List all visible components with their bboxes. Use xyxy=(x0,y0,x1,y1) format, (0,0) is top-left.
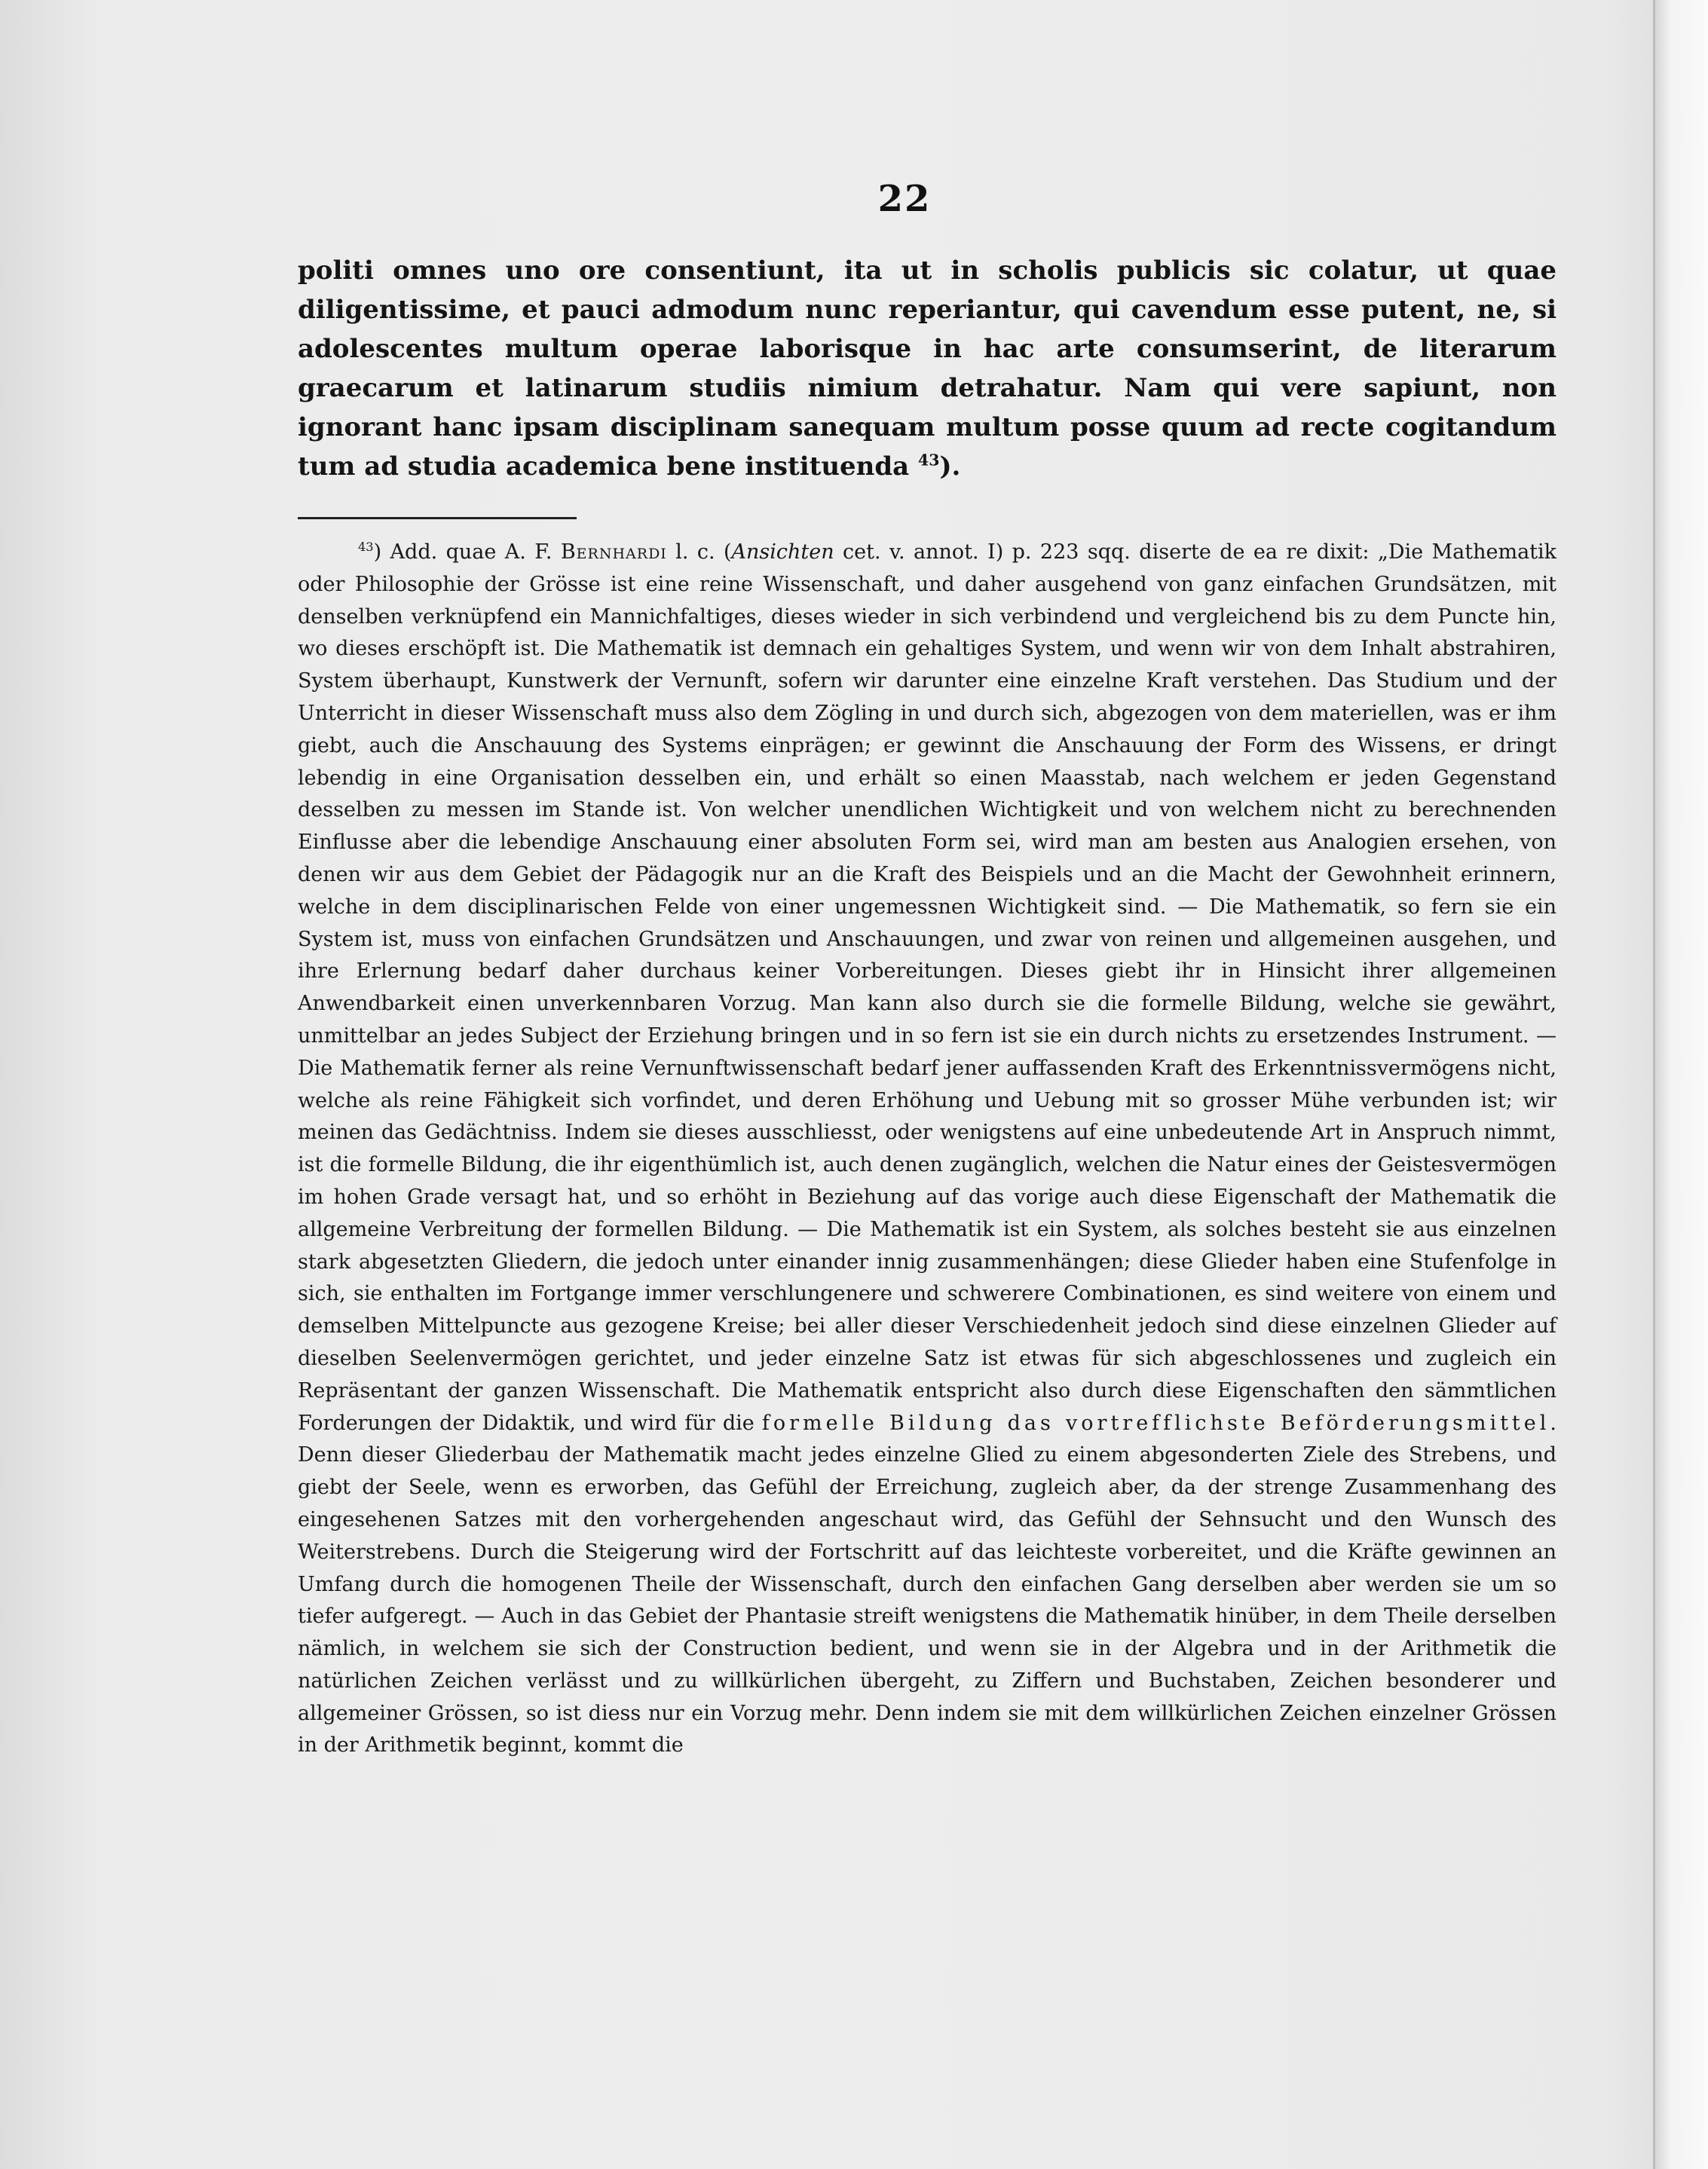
footnote-text-2: l. c. ( xyxy=(666,540,732,564)
footnote-divider xyxy=(298,517,577,519)
footnote-text-4: . Denn dieser Gliederbau der Mathematik macht jedes einzelne Glied zu einem abgesonderten Ziele des Strebens, und giebt der Seele, wenn es erworben, das Gefühl der Erreichung, zugleich aber, da der strenge Zusammenhang des eingesehenen Satzes mit den vorhergehenden angeschaut wird, das Gefühl der Sehnsucht und den Wunsch des Weiterstrebens. Durch die Steigerung wird der Fortschritt auf das leichteste vorbereitet, und die Kräfte gewinnen an Umfang durch die homogenen Theile der Wissenschaft, durch den einfachen Gang derselben aber werden sie um so tiefer aufgeregt. — Auch in das Gebiet der Phantasie streift wenigstens die Mathematik hinüber, in dem Theile derselben nämlich, in welchem sie sich der Construction bedient, und wenn sie in der Algebra und in der Arithmetik die natürlichen Zeichen verlässt und zu willkürlichen übergeht, zu Ziffern und Buchstaben, Zeichen besonderer und allgemeiner Grössen, so ist diess nur ein Vorzug mehr. Denn indem sie mit dem willkürlichen Zeichen einzelner Grössen in der Arithmetik beginnt, kommt die xyxy=(298,1411,1556,1758)
page-number: 22 xyxy=(877,178,932,220)
footnote-text-1: ) Add. quae A. F. xyxy=(373,540,561,564)
footnote xyxy=(298,537,1556,1923)
footnote-marker: 43 xyxy=(358,540,374,554)
main-paragraph xyxy=(298,251,1556,492)
footnote-work-title: Ansichten xyxy=(731,540,834,564)
footnote-emphasis: formelle Bildung das vortrefflichste Beförderungsmittel xyxy=(761,1411,1550,1435)
page-edge xyxy=(1653,0,1708,2169)
footnote-author: Bernhardi xyxy=(560,540,667,564)
footnote-text-3: cet. v. annot. I) p. 223 sqq. diserte de ea re dixit: „Die Mathematik oder Philosophie der Grösse ist eine reine Wissenschaft, und daher ausgehend von ganz einfachen Grundsätzen, mit denselben verknüpfend ein Mannichfaltiges, dieses wieder in sich verbindend und vergleichend bis zu dem Puncte hin, wo dieses erschöpft ist. Die Mathematik ist demnach ein gehaltiges System, und wenn wir von dem Inhalt abstrahiren, System überhaupt, Kunstwerk der Vernunft, sofern wir darunter eine einzelne Kraft verstehen. Das Studium und der Unterricht in dieser Wissenschaft muss also dem Zögling in und durch sich, abgezogen von dem materiellen, was er ihm giebt, auch die Anschauung des Systems einprägen; er gewinnt die Anschauung der Form des Wissens, er dringt lebendig in eine Organisation desselben ein, und erhält so einen Maasstab, nach welchem er jeden Gegenstand desselben zu messen im Stande ist. Von welcher unendlichen Wichtigkeit und von welchem nicht zu berechnenden Einflusse aber die lebendige Anschauung einer absoluten Form sei, wird man am besten aus Analogien ersehen, von denen wir aus dem Gebiet der Pädagogik nur an die Kraft des Beispiels und an die Macht der Gewohnheit erinnern, welche in dem disciplinarischen Felde von einer ungemessnen Wichtigkeit sind. — Die Mathematik, so fern sie ein System ist, muss von einfachen Grundsätzen und Anschauungen, und zwar von reinen und allgemeinen ausgehen, und ihre Erlernung bedarf daher durchaus keiner Vorbereitungen. Dieses giebt ihr in Hinsicht ihrer allgemeinen Anwendbarkeit einen unverkennbaren Vorzug. Man kann also durch sie die formelle Bildung, welche sie gewährt, unmittelbar an jedes Subject der Erziehung bringen und in so fern ist sie ein durch nichts zu ersetzendes Instrument. — Die Mathematik ferner als reine Vernunftwissenschaft bedarf jener auffassenden Kraft des Erkenntnissvermögens nicht, welche als reine Fähigkeit sich vorfindet, und deren Erhöhung und Uebung mit so grosser Mühe verbunden ist; wir meinen das Gedächtniss. Indem sie dieses ausschliesst, oder wenigstens auf eine unbedeutende Art in Anspruch nimmt, ist die formelle Bildung, die ihr eigenthümlich ist, auch denen zugänglich, welchen die Natur eines der Geistesvermögen im hohen Grade versagt hat, und so erhöht in Beziehung auf das vorige auch diese Eigenschaft der Mathematik die allgemeine Verbreitung der formellen Bildung. — Die Mathematik ist ein System, als solches besteht sie aus einzelnen stark abgesetzten Gliedern, die jedoch unter einander innig zusammenhängen; diese Glieder haben eine Stufenfolge in sich, sie enthalten im Fortgange immer verschlungenere und schwerere Combinationen, es sind weitere von einem und demselben Mittelpuncte aus gezogene Kreise; bei aller dieser Verschiedenheit jedoch sind diese einzelnen Glieder auf dieselben Seelenvermögen gerichtet, und jeder einzelne Satz ist etwas für sich abgeschlossenes und zugleich ein Repräsentant der ganzen Wissenschaft. Die Mathematik entspricht also durch diese Eigenschaften den sämmtlichen Forderungen der Didaktik, und wird für die xyxy=(298,540,1557,1435)
main-paragraph-text: politi omnes uno ore consentiunt, ita ut in scholis publicis sic colatur, ut quae diligentissime, et pauci admodum nunc reperiantur, qui cavendum esse putent, ne, si adolescentes multum operae laborisque in hac arte consumserint, de literarum graecarum et latinarum studiis nimium detrahatur. Nam qui vere sapiunt, non ignorant hanc ipsam disciplinam sanequam multum posse quum ad recte cogitandum tum ad studia academica bene instituenda xyxy=(298,255,1556,482)
footnote-reference: 43 xyxy=(918,451,940,470)
main-paragraph-closing: ). xyxy=(939,451,961,482)
